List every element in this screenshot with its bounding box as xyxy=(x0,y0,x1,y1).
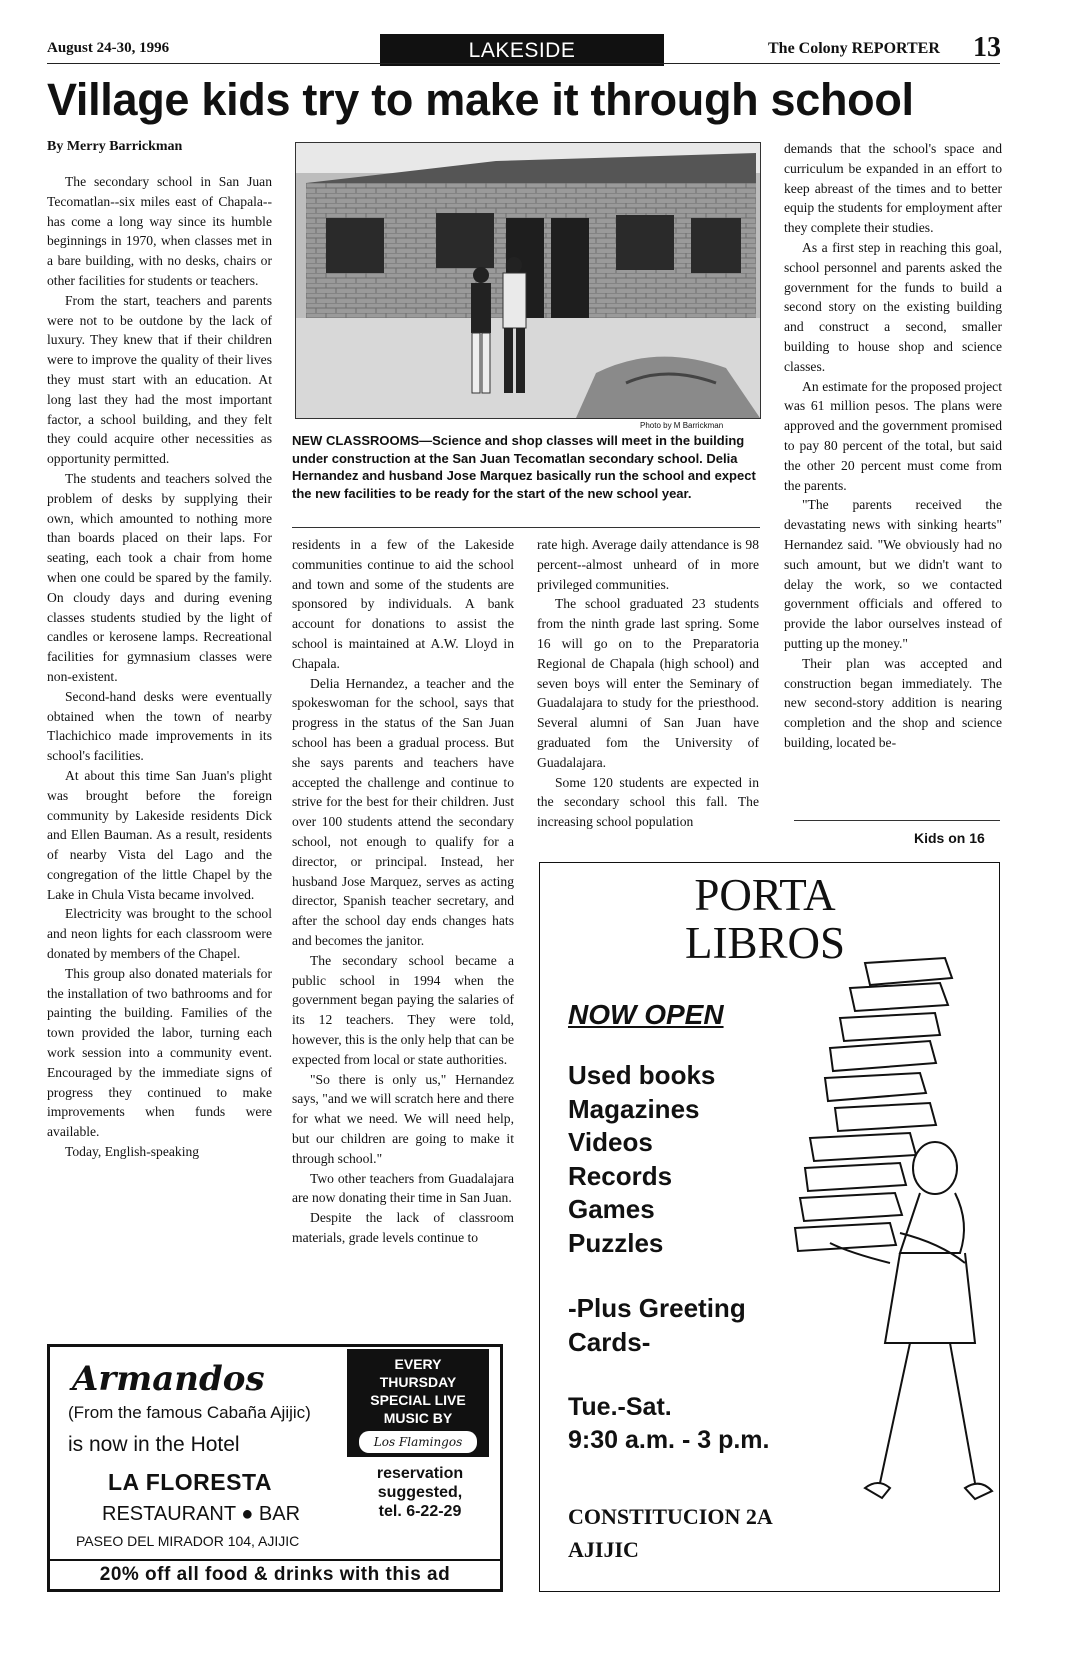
photo-caption: NEW CLASSROOMS—Science and shop classes will meet in the building under construction at the San Juan Tecomatlan secondary school. Delia Hernandez and husband Jose Marquez basically run the school and expect the new facilities to be ready for the start of the new school year. xyxy=(292,433,756,501)
paragraph: Some 120 students are expected in the secondary school this fall. The increasing school population xyxy=(537,774,759,830)
paragraph: This group also donated materials for the installation of two bathrooms and for painting the building. Families of the town provided the labor, turning each work session into a community event. Encouraged by the immediate signs of progress they continued to make improvements when funds were available. xyxy=(47,965,272,1140)
list-item: Videos xyxy=(568,1127,653,1157)
box-line: MUSIC BY xyxy=(383,1410,453,1426)
paragraph: residents in a few of the Lakeside communities continue to aid the school and town and some of the students are sponsored by individuals. A bank account for donations to assist the school is maintained at A.W. Lloyd in Chapala. xyxy=(292,537,514,671)
paragraph: Second-hand desks were eventually obtained when the town of nearby Tlachichico made improvements in its school's facilities. xyxy=(47,688,272,764)
book-stack-illustration xyxy=(770,923,995,1543)
list-item: Magazines xyxy=(568,1093,700,1124)
box-line: THURSDAY xyxy=(379,1374,457,1390)
paragraph: The secondary school in San Juan Tecomatlan--six miles east of Chapala--has come a long way since its humble beginnings in 1970, when classes met in a bare building, with no desks, chairs or other facilities for students or teachers. xyxy=(47,174,272,288)
byline: By Merry Barrickman xyxy=(47,139,183,154)
porta-libros-ad xyxy=(539,862,1000,1592)
product-list xyxy=(568,1059,715,1260)
article-column-1 xyxy=(47,172,272,1162)
paragraph: "The parents received the devastating news with sinking hearts" Hernandez said. "We obviously had no such amount, but we didn't want to delay the work, so we contacted government officials and offered to provide the labor ourselves instead of putting up the money." xyxy=(784,497,1002,651)
photo-credit: Photo by M Barrickman xyxy=(640,421,724,430)
plus-line: Cards- xyxy=(568,1327,651,1357)
discount-offer: 20% off all food & drinks with this ad xyxy=(50,1559,500,1586)
armandos-ad xyxy=(47,1344,503,1592)
list-item: Records xyxy=(568,1160,673,1191)
headline: Village kids try to make it through school xyxy=(47,74,914,125)
store-hours xyxy=(568,1391,769,1457)
res-line: reservation xyxy=(376,1465,464,1482)
paragraph: The students and teachers solved the problem of desks by supplying their own, which amounted to nothing more than boards placed on their laps. For seating, each took a chair from home when one could be spared by the family. On cloudy days and during evening classes students studied by the light of candles or kerosene lamps. Recreational facilities for gymnasium classes were non-existent. xyxy=(47,470,272,684)
ad-now-text: is now in the Hotel xyxy=(68,1433,240,1456)
now-open: NOW OPEN xyxy=(568,999,724,1030)
paragraph: As a first step in reaching this goal, school personnel and parents asked the government for the funds to build a second story on the existing building and construct a second, smaller building to house shop and science classes. xyxy=(784,239,1002,374)
live-music-box xyxy=(347,1349,489,1457)
address-line: AJIJIC xyxy=(568,1537,639,1562)
plus-line: -Plus Greeting xyxy=(568,1293,746,1323)
continued-jump: Kids on 16 xyxy=(914,830,985,846)
restaurant-bar: RESTAURANT ● BAR xyxy=(102,1503,301,1525)
issue-date: August 24-30, 1996 xyxy=(47,40,170,56)
paragraph: The school graduated 23 students from the ninth grade last spring. Some 16 will go on to the Preparatoria Regional de Chapala (high school) and seven boys will enter the Seminary of Guadalajara to study for the priesthood. Several alumni of San Juan have graduated fom the University of Guadalajara. xyxy=(537,596,759,770)
store-name-line: PORTA xyxy=(694,870,836,920)
greeting-cards xyxy=(568,1291,746,1359)
school-building-image xyxy=(296,143,760,418)
construction-photo xyxy=(295,142,761,419)
ad-origin: (From the famous Cabaña Ajijic) xyxy=(68,1403,311,1422)
res-line: suggested, xyxy=(377,1484,463,1501)
paragraph: Today, English-speaking xyxy=(65,1144,200,1160)
jump-rule xyxy=(794,820,1000,821)
paragraph: "So there is only us," Hernandez says, "and we will scratch here and there for what we need. We will need help, but our children are going to make it through school." xyxy=(292,1071,514,1166)
res-phone: tel. 6-22-29 xyxy=(378,1503,462,1520)
paragraph: rate high. Average daily attendance is 98 percent--almost unheard of in more privileged communities. xyxy=(537,537,759,592)
article-column-4 xyxy=(784,139,1002,753)
paragraph: Delia Hernandez, a teacher and the spokeswoman for the school, says that progress in the status of the San Juan school has been a gradual process. But she says parents and teachers have accepted the challenge and continue to strive for the best for their children. Just over 100 students attend the secondary school, not enough to qualify for a director, or principal. Instead, her husband Jose Marquez, serves as acting director, Spanish teacher secretary, and after the school day ends changes hats and becomes the janitor. xyxy=(292,675,514,948)
paragraph: An estimate for the proposed project was 61 million pesos. The plans were approved and the government promised to pay 80 percent of the total, but said the other 20 percent must come from the parents. xyxy=(784,378,1002,493)
hours-days: Tue.-Sat. xyxy=(568,1393,672,1421)
paragraph: Electricity was brought to the school and neon lights for each classroom were donated by members of the Chapel. xyxy=(47,906,272,962)
armandos-logo: Armandos xyxy=(72,1359,265,1399)
hours-time: 9:30 a.m. - 3 p.m. xyxy=(568,1426,770,1454)
list-item: Puzzles xyxy=(568,1227,664,1258)
section-banner: LAKESIDE xyxy=(380,34,664,66)
paper-name: The Colony REPORTER xyxy=(768,40,940,57)
address-line: CONSTITUCION 2A xyxy=(568,1504,773,1529)
page-number: 13 xyxy=(973,32,1001,63)
paragraph: The secondary school became a public school in 1994 when the government began paying the salaries of its 12 teachers. They were told, however, this is the only help that can be expected from local or state authorities. xyxy=(292,952,514,1067)
header-rule xyxy=(47,63,1000,64)
paragraph: demands that the school's space and curriculum be expanded in an effort to keep abreast of the times and to better equip the students for employment after they complete their studies. xyxy=(784,141,1002,236)
paragraph: At about this time San Juan's plight was brought before the foreign community by Lakeside residents Dick and Ellen Bauman. As a result, residents of nearby Vista del Lago and the congregation of the little Chapel by the Lake in Chula Vista became involved. xyxy=(47,767,272,902)
paragraph: Their plan was accepted and construction began immediately. The new second-story addition is nearing completion and the shop and science building, located be- xyxy=(784,655,1002,750)
box-line: SPECIAL LIVE xyxy=(370,1392,466,1408)
paragraph: Two other teachers from Guadalajara are now donating their time in San Juan. xyxy=(292,1170,514,1206)
paragraph: Despite the lack of classroom materials, grade levels continue to xyxy=(292,1210,514,1245)
reservation-info xyxy=(356,1464,484,1521)
store-name-line: LIBROS xyxy=(685,918,846,968)
list-item: Used books xyxy=(568,1060,716,1090)
hotel-name: LA FLORESTA xyxy=(108,1469,272,1495)
caption-rule xyxy=(292,527,760,528)
ad-address: PASEO DEL MIRADOR 104, AJIJIC xyxy=(76,1533,300,1549)
article-column-2 xyxy=(292,535,514,1248)
band-name: Los Flamingos xyxy=(359,1431,477,1453)
paragraph: From the start, teachers and parents were not to be outdone by the lack of luxury. They knew that if their children were to improve the quality of their lives they must start with an education. At long last they had the most important factor, a school building, and they felt they could acquire other necessities as opportunity permitted. xyxy=(47,292,272,467)
article-column-3 xyxy=(537,535,759,832)
store-address xyxy=(568,1500,773,1566)
box-line: EVERY xyxy=(394,1356,442,1372)
list-item: Games xyxy=(568,1194,655,1224)
